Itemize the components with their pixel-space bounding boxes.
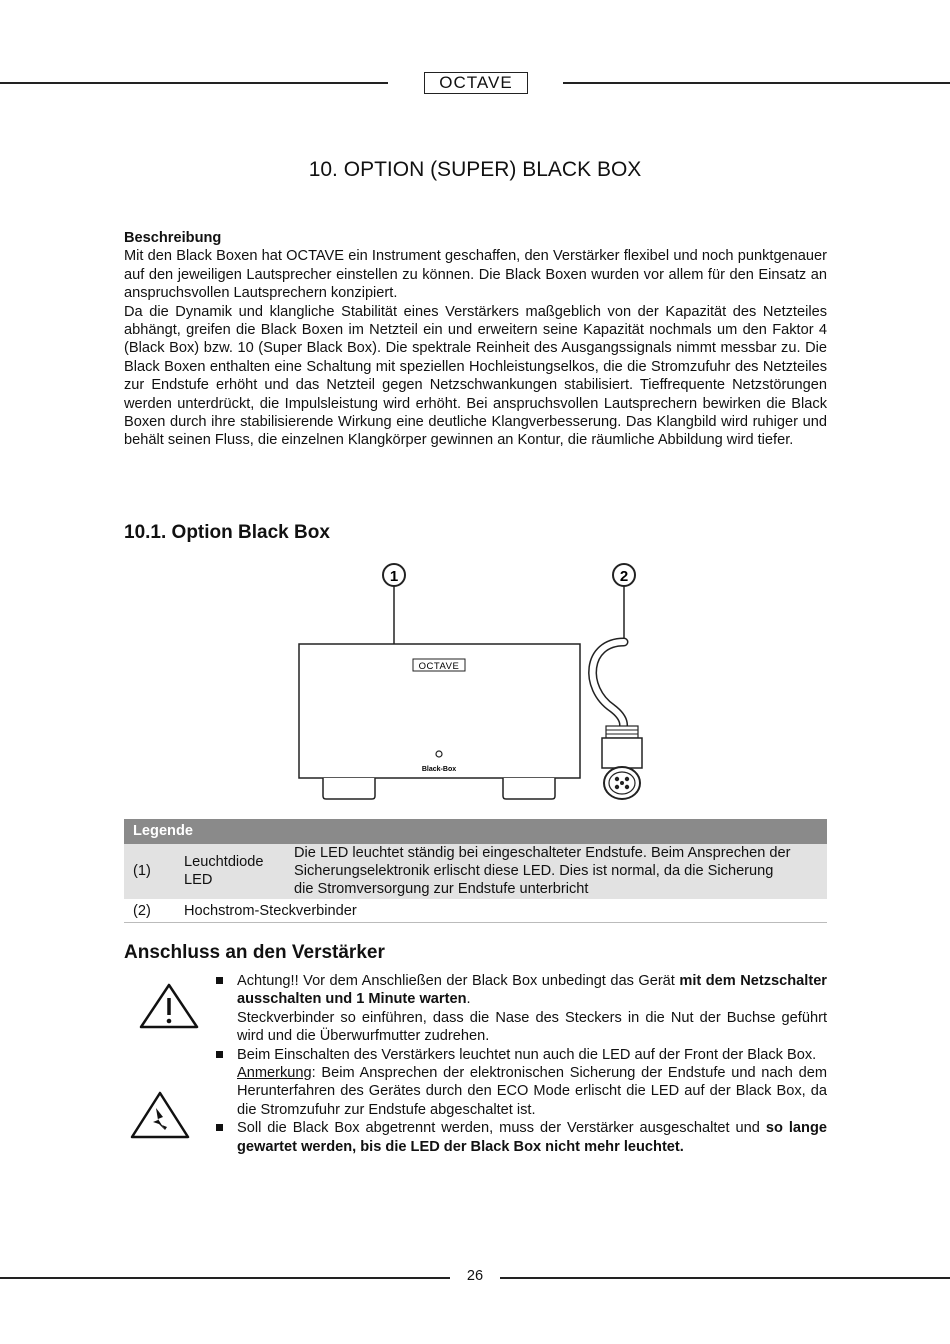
list-item: Soll die Black Box abgetrennt werden, muss der Verstärker ausgeschaltet und so lange gewartet werden, bis die LED der Black Box nicht mehr leuchtet. <box>214 1119 827 1156</box>
list-item: Beim Einschalten des Verstärkers leuchtet nun auch die LED auf der Front der Black Box. Anmerkung: Beim Ansprechen der elektronischen Sicherung der Endstufe und nach dem Herunterfahren des Gerätes durch den ECO Mode erlischt die LED auf der Black Box, da die Stromzufuhr zur Endstufe abgeschaltet ist. <box>214 1046 827 1120</box>
electric-hazard-icon <box>129 1090 191 1140</box>
description-paragraph-2: Da die Dynamik und klangliche Stabilität eines Verstärkers maßgeblich von der Kapazität des Netzteiles abhängt, greifen die Black Boxen im Netzteil ein und erweitern seine Kapazität nochmals um den Faktor 4 (Black Box) bzw. 10 (Super Black Box). Die spektrale Reinheit des Ausgangssignals nimmt messbar zu. Die Black Boxen enthalten eine Schaltung mit speziellen Hochleistungselkos, die die Stromzufuhr des Netzteiles zur Endstufe erhöht und das Netzteil gegen Netzschwankungen stabilisiert. Tieffrequente Netzstörungen werden unterdrückt, die Impulsleistung wird erhöht. Bei anspruchsvollen Lautsprechern bewirken die Black Boxen durch ihre stabilisierende Wirkung eine deutliche Klangverbesserung. Das Klangbild wird ruhiger und behält seinen Fluss, die einzelnen Klangkörper gewinnen an Kontur, die räumliche Abbildung wird tiefer. <box>124 303 827 449</box>
description-heading: Beschreibung <box>124 230 222 246</box>
description-paragraph-1: Mit den Black Boxen hat OCTAVE ein Instrument geschaffen, den Verstärker flexibel und noch punktgenauer auf den jeweiligen Lautsprecher einstellen zu können. Die Black Boxen wurden vor allem für den Einsatz an anspruchsvollen Lautsprechern konzipiert. <box>124 248 827 302</box>
legend-row <box>124 899 827 923</box>
octave-logo: OCTAVE <box>424 72 528 94</box>
legend-row-name: Hochstrom-Steckverbinder <box>184 903 357 919</box>
legend-row-number: (2) <box>133 903 151 919</box>
connection-instructions <box>214 972 827 1156</box>
connector-body <box>602 738 642 768</box>
legend-header: Legende <box>124 819 827 844</box>
legend-row-name: Leuchtdiode LED <box>184 854 264 888</box>
black-box-illustration <box>290 558 650 808</box>
warning-exclamation-icon <box>138 982 200 1030</box>
legend-row-description: Die LED leuchtet ständig bei eingeschalteter Endstufe. Beim Ansprechen der Sicherungselektronik erlischt diese LED. Dies ist normal, da die Sicherung die Stromversorgung zur Endstufe unterbricht <box>294 845 791 897</box>
page-number: 26 <box>466 1268 484 1284</box>
legend-table <box>124 819 827 923</box>
footer-rule-right <box>500 1277 950 1279</box>
section-heading-connection: Anschluss an den Verstärker <box>124 942 385 963</box>
footer-rule-left <box>0 1277 450 1279</box>
led-indicator <box>436 751 442 757</box>
page-title: 10. OPTION (SUPER) BLACK BOX <box>308 158 642 181</box>
header-rule-left <box>0 82 388 84</box>
callout-2-label: 2 <box>619 568 629 585</box>
bullet-square-icon <box>216 1051 223 1058</box>
legend-row <box>124 844 827 899</box>
section-heading-option-black-box: 10.1. Option Black Box <box>124 522 330 543</box>
description-section <box>124 229 827 450</box>
device-label: Black-Box <box>421 766 457 773</box>
callout-1-label: 1 <box>389 568 399 585</box>
svg-text:OCTAVE: OCTAVE <box>418 661 460 672</box>
left-foot <box>323 778 375 799</box>
right-foot <box>503 778 555 799</box>
legend-row-number: (1) <box>133 863 151 879</box>
note-label: Anmerkung <box>237 1065 312 1082</box>
bullet-square-icon <box>216 977 223 984</box>
connector-collar <box>606 726 638 738</box>
header-rule-right <box>563 82 950 84</box>
list-item: Achtung!! Vor dem Anschließen der Black Box unbedingt das Gerät mit dem Netzschalter ausschalten und 1 Minute warten. Steckverbinder so einführen, dass die Nase des Steckers in die Nut der Buchse geführt wird und die Überwurfmutter zudrehen. <box>214 972 827 1046</box>
bullet-square-icon <box>216 1124 223 1131</box>
